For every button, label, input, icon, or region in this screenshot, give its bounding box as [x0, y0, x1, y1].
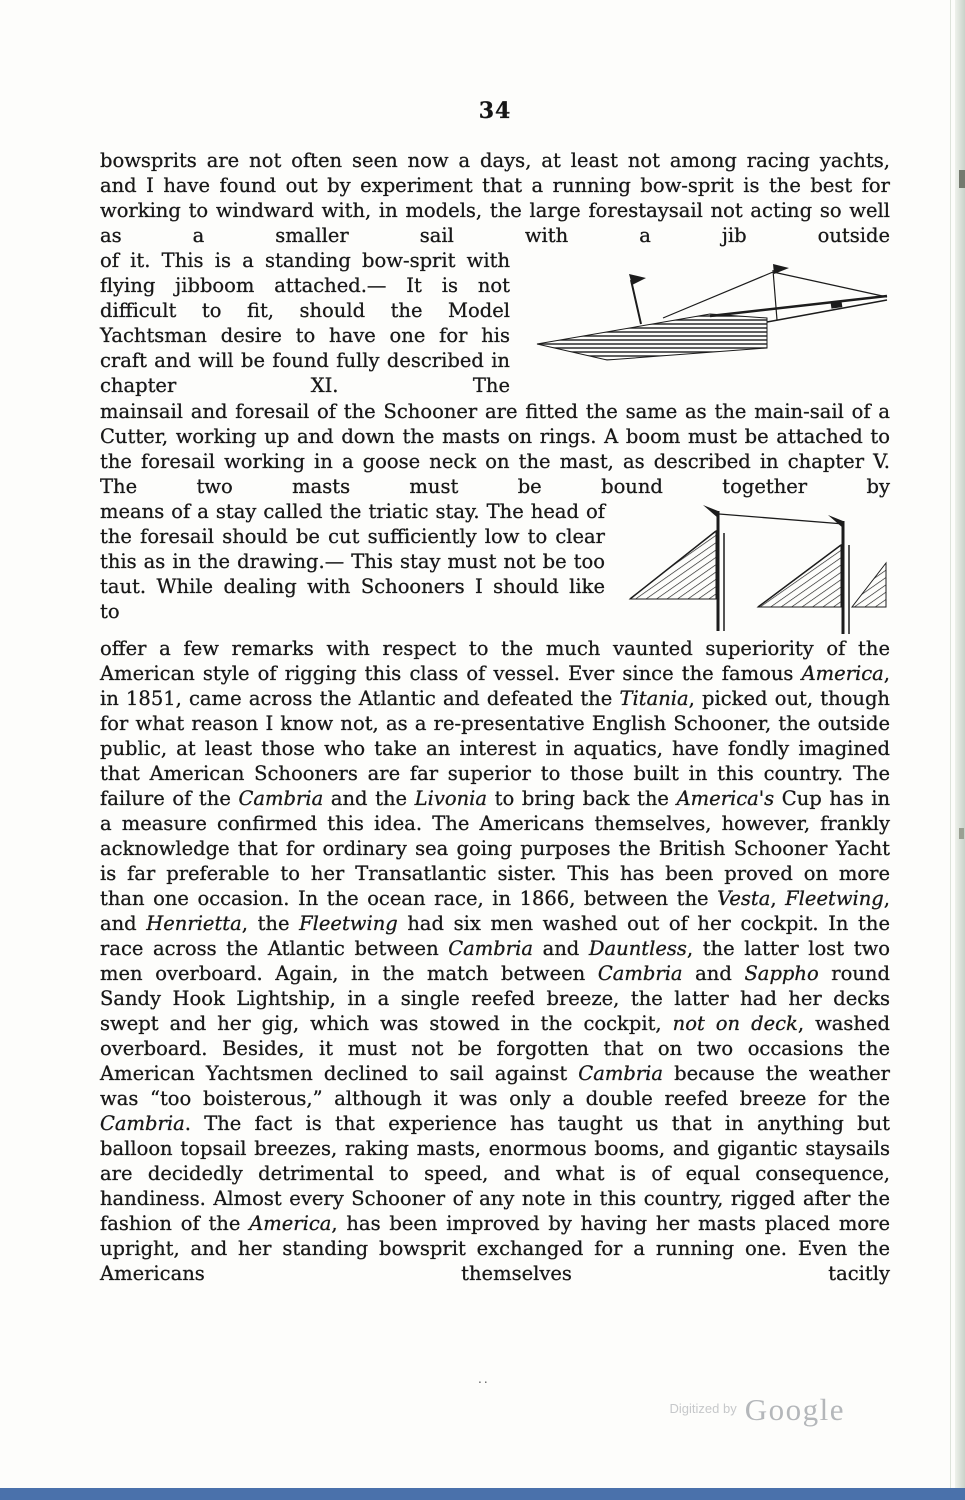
- page-edge-shadow-line: [950, 0, 951, 1500]
- figure-bowsprit: [535, 248, 890, 399]
- scan-artifact-mark-middle: [959, 828, 964, 839]
- paragraph-block-e: offer a few remarks with respect to the much vaunted superiority of the American style of rigging this class of vessel. Ever since the famous America, in 1851, came across the Atlantic and defeated the Titania, picked out, though for what reason I know not, as a re-presentative English Schooner, the outside public, at least those who take an interest in aquatics, have fondly imagined that American Schooners are far superior to those built in this country. The failure of the Cambria and the Livonia to bring back the America's Cup has in a measure confirmed this idea. The Americans themselves, however, frankly acknowledge that for ordinary sea going purposes the British Schooner Yacht is far preferable to her Transatlantic sister. This has been proved on more than one occasion. In the ocean race, in 1866, between the Vesta, Fleetwing, and Henrietta, the Fleetwing had six men washed out of her cockpit. In the race across the Atlantic between Cambria and Dauntless, the latter lost two men overboard. Again, in the match between Cambria and Sappho round Sandy Hook Lightship, in a single reefed breeze, the latter had her decks swept and her gig, which was stowed in the cockpit, not on deck, washed overboard. Besides, it must not be forgotten that on two occasions the American Yachtsmen declined to sail against Cambria because the weather was “too boisterous,” although it was only a double reefed breeze for the Cambria. The fact is that experience has taught us that in anything but balloon topsail breezes, raking masts, enormous booms, and gigantic staysails are decidedly detrimental to speed, and what is of equal consequence, handiness. Almost every Schooner of any note in this country, rigged after the fashion of the America, has been improved by having her masts placed more upright, and her standing bowsprit exchanged for a running one. Even the Americans themselves tacitly: [100, 637, 891, 1285]
- body-text: [100, 148, 890, 1286]
- google-logo: Google: [744, 1392, 845, 1427]
- paragraph-block-c: mainsail and foresail of the Schooner are fitted the same as the main-sail of a Cutter, working up and down the masts on rings. A boom must be attached to the foresail working in a goose neck on the mast, as described in chapter V. The two masts must be bound together by: [100, 400, 890, 498]
- digitized-by-label: Digitized by: [669, 1401, 737, 1416]
- page-edge-bottom-blue: [0, 1488, 965, 1500]
- page-number: 34: [478, 98, 512, 124]
- paragraph-block-d: means of a stay called the triatic stay. The head of the foresail should be cut sufficiently low to clear this as in the drawing.— This stay must not be too taut. While dealing with Schooners I should like to: [100, 500, 605, 623]
- text-wrap-row-1: [100, 248, 890, 399]
- schooner-triatic-stay-illustration: [618, 501, 890, 636]
- page-edge-right: [955, 0, 965, 1500]
- paragraph-block-b: of it. This is a standing bow-sprit with flying jibboom attached.— It is not difficult to fit, should the Model Yachtsman desire to have one for his craft and will be found fully described in chapter XI. The: [100, 249, 510, 397]
- scan-artifact-mark-top: [959, 170, 965, 188]
- paragraph-block-a: bowsprits are not often seen now a days, at least not among racing yachts, and I have found out by experiment that a running bow-sprit is the best for working to windward with, in models, the large forestaysail not acting so well as a smaller sail with a jib outside: [100, 149, 890, 247]
- text-wrap-row-2: [100, 499, 890, 636]
- scan-artifact-dots: ..: [478, 1372, 490, 1386]
- bowsprit-with-flying-jibboom-illustration: [535, 254, 890, 399]
- digitized-by-google: [670, 1392, 845, 1428]
- figure-triatic-stay: [618, 499, 890, 636]
